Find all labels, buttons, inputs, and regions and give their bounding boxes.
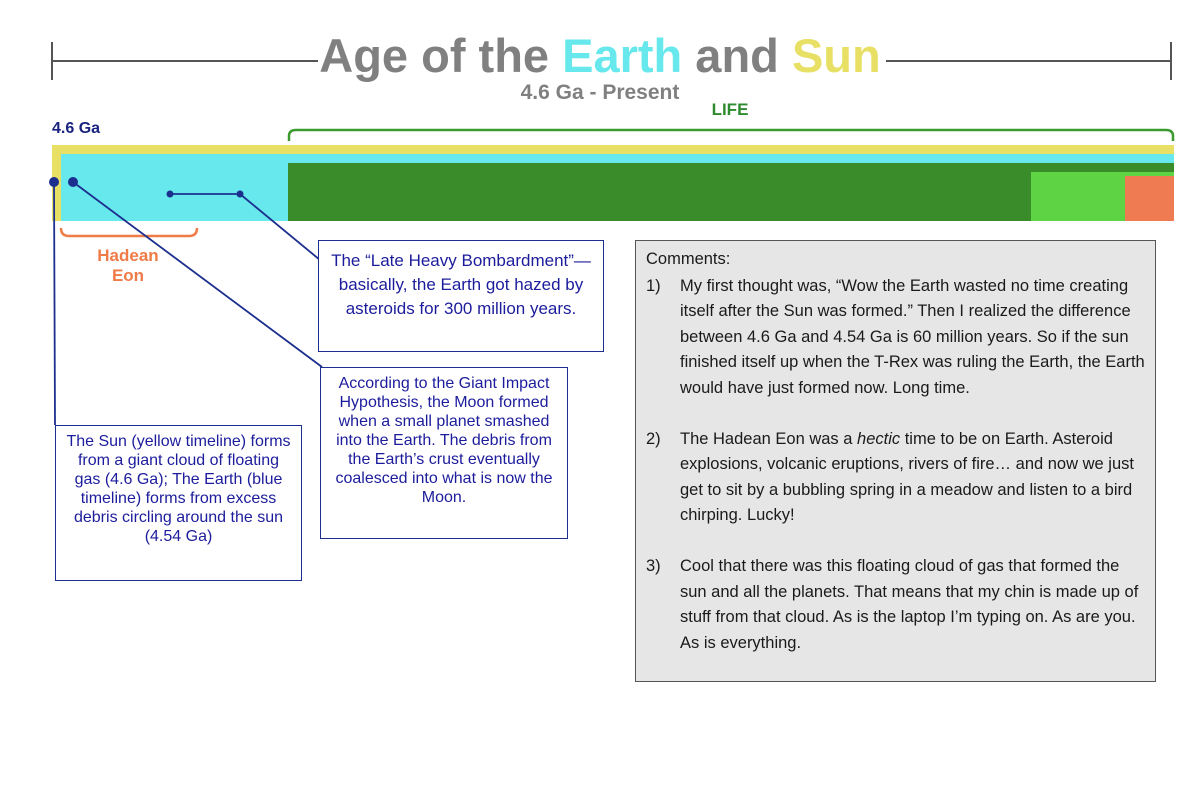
comment-item xyxy=(646,427,1145,529)
comments-box xyxy=(635,240,1156,682)
comment-item xyxy=(646,274,1145,402)
moon-formation-note: According to the Giant Impact Hypothesis, the Moon formed when a small planet smashed into the Earth. The debris from the Earth’s crust eventually coalesced into what is now the Moon. xyxy=(320,367,568,539)
comment-text: My first thought was, “Wow the Earth wasted no time creating itself after the Sun was formed.” Then I realized the difference between 4.6 Ga and 4.54 Ga is 60 million years. So if the sun finished itself up when the T-Rex was ruling the Earth, the Earth would have just formed now. Long time. xyxy=(680,276,1145,397)
comments-heading: Comments: xyxy=(646,250,731,268)
title-part-2: and xyxy=(682,29,792,82)
sun-earth-formation-note: The Sun (yellow timeline) forms from a giant cloud of floating gas (4.6 Ga); The Earth (blue timeline) forms from excess debris circling around the sun (4.54 Ga) xyxy=(55,425,302,581)
title-earth-word: Earth xyxy=(562,29,683,82)
start-age-label: 4.6 Ga xyxy=(52,120,101,137)
comment-number: 2) xyxy=(646,429,661,448)
hadean-label-line-1: Hadean xyxy=(97,246,159,265)
page-title xyxy=(300,28,900,84)
comment-number: 1) xyxy=(646,276,661,295)
comment-item xyxy=(646,554,1145,656)
hadean-bracket xyxy=(61,228,197,236)
bombardment-start-marker xyxy=(167,191,174,198)
comment-text-after: time to be on Earth. Asteroid explosions, volcanic eruptions, rivers of fire… and now we just get to sit by a bubbling spring in a meadow and listen to a bird chirping. Lucky! xyxy=(680,429,1134,524)
life-label: LIFE xyxy=(711,100,749,119)
comment-text-before: The Hadean Eon was a xyxy=(680,429,858,448)
hadean-eon-label xyxy=(68,246,188,286)
title-sun-word: Sun xyxy=(791,29,881,82)
comment-number: 3) xyxy=(646,557,661,575)
comment-emphasis: hectic xyxy=(857,429,901,448)
comment-text: Cool that there was this floating cloud of gas that formed the sun and all the planets. That means that my chin is made up of stuff from that cloud. As is the laptop I’m typing on. As are you. As is everything. xyxy=(680,557,1139,652)
life-bracket xyxy=(289,130,1173,141)
title-part-1: Age of the xyxy=(319,29,563,82)
sun-earth-leader-line xyxy=(54,182,55,425)
comment-text xyxy=(680,427,1145,529)
hadean-label-line-2: Eon xyxy=(111,266,145,285)
bombardment-note: The “Late Heavy Bombardment”—basically, the Earth got hazed by asteroids for 300 million years. xyxy=(318,240,604,352)
most-recent-bar xyxy=(1125,176,1174,221)
page-subtitle: 4.6 Ga - Present xyxy=(520,81,680,104)
